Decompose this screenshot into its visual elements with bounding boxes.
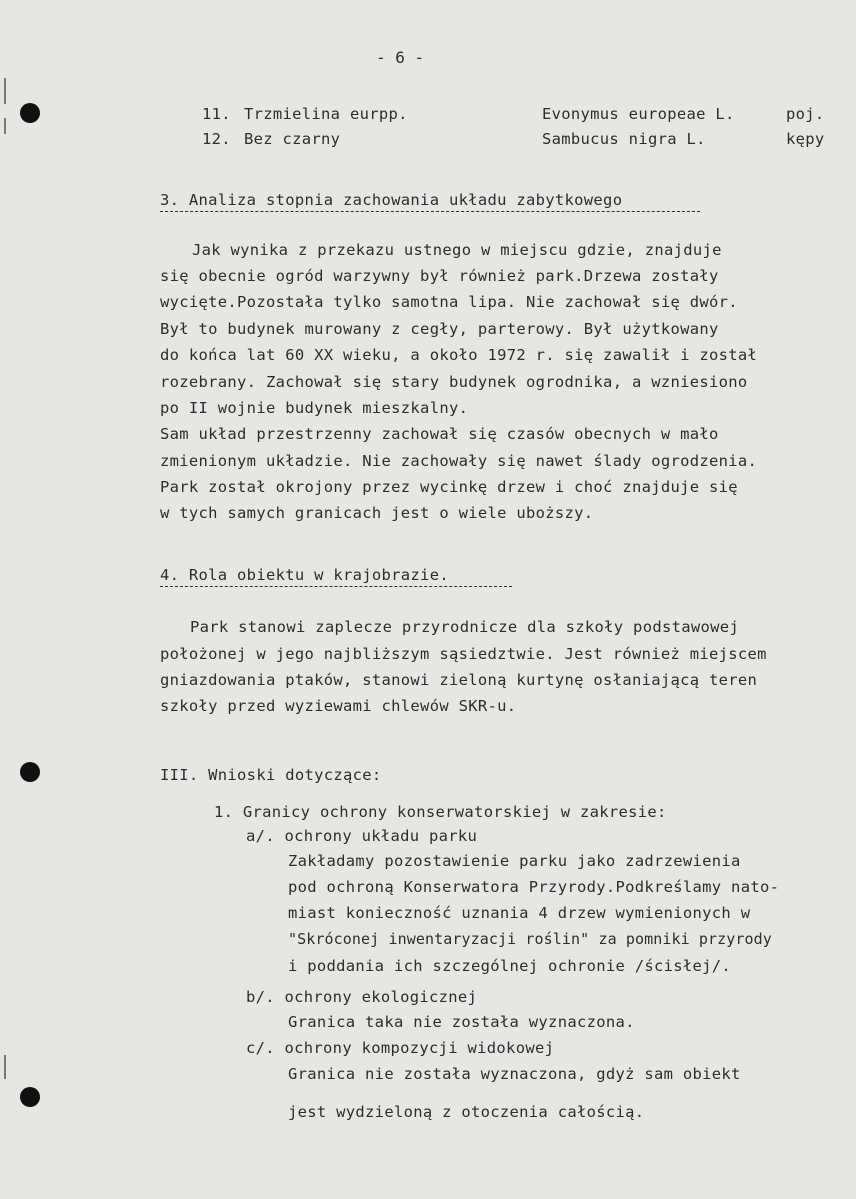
body-line: po II wojnie budynek mieszkalny.	[160, 399, 469, 417]
body-line: szkoły przed wyziewami chlewów SKR-u.	[160, 697, 517, 715]
body-line: i poddania ich szczególnej ochronie /ścisłej/.	[288, 957, 732, 975]
body-line: miast konieczność uznania 4 drzew wymienionych w	[288, 904, 751, 922]
plant-name-pl: Bez czarny	[244, 130, 341, 148]
body-line: się obecnie ogród warzywny był również park.Drzewa zostały	[160, 267, 719, 285]
body-line: "Skróconej inwentaryzacji roślin" za pomniki przyrody	[288, 930, 772, 948]
body-line: Sam układ przestrzenny zachował się czasów obecnych w mało	[160, 425, 719, 443]
body-line: w tych samych granicach jest o wiele uboższy.	[160, 504, 594, 522]
body-line: gniazdowania ptaków, stanowi zieloną kurtynę osłaniającą teren	[160, 671, 758, 689]
binder-hole-middle	[20, 762, 40, 782]
body-line: jest wydzieloną z otoczenia całością.	[288, 1103, 645, 1121]
edge-mark	[4, 118, 6, 134]
plant-num: 12.	[202, 130, 231, 148]
subitem-a-label: a/. ochrony układu parku	[246, 827, 478, 845]
subitem-c-label: c/. ochrony kompozycji widokowej	[246, 1039, 555, 1057]
plant-name-lat: Evonymus europeae L.	[542, 105, 735, 123]
conclusion-item-1: 1. Granicy ochrony konserwatorskiej w zakresie:	[214, 803, 667, 821]
binder-hole-top	[20, 103, 40, 123]
subitem-b-label: b/. ochrony ekologicznej	[246, 988, 478, 1006]
body-line: Granica taka nie została wyznaczona.	[288, 1013, 635, 1031]
page-number: - 6 -	[376, 48, 425, 67]
section-iii-heading: III. Wnioski dotyczące:	[160, 766, 382, 784]
body-line: pod ochroną Konserwatora Przyrody.Podkreślamy nato-	[288, 878, 780, 896]
plant-qty: kępy	[786, 130, 825, 148]
body-line: zmienionym układzie. Nie zachowały się nawet ślady ogrodzenia.	[160, 452, 758, 470]
body-line: Park stanowi zaplecze przyrodnicze dla szkoły podstawowej	[190, 618, 740, 636]
binder-hole-bottom	[20, 1087, 40, 1107]
section-4-heading: 4. Rola obiektu w krajobrazie.	[160, 565, 512, 587]
body-line: wycięte.Pozostała tylko samotna lipa. Nie zachował się dwór.	[160, 293, 738, 311]
body-line: do końca lat 60 XX wieku, a około 1972 r. się zawalił i został	[160, 346, 758, 364]
plant-name-lat: Sambucus nigra L.	[542, 130, 706, 148]
body-line: Park został okrojony przez wycinkę drzew i choć znajduje się	[160, 478, 738, 496]
body-line: Jak wynika z przekazu ustnego w miejscu gdzie, znajduje	[192, 241, 722, 259]
plant-name-pl: Trzmielina eurpp.	[244, 105, 408, 123]
edge-mark	[4, 1055, 6, 1079]
body-line: Był to budynek murowany z cegły, parterowy. Był użytkowany	[160, 320, 719, 338]
body-line: Zakładamy pozostawienie parku jako zadrzewienia	[288, 852, 741, 870]
body-line: położonej w jego najbliższym sąsiedztwie. Jest również miejscem	[160, 645, 767, 663]
body-line: rozebrany. Zachował się stary budynek ogrodnika, a wzniesiono	[160, 373, 748, 391]
section-3-heading: 3. Analiza stopnia zachowania układu zabytkowego	[160, 190, 700, 212]
plant-qty: poj.	[786, 105, 825, 123]
body-line: Granica nie została wyznaczona, gdyż sam obiekt	[288, 1065, 741, 1083]
plant-num: 11.	[202, 105, 231, 123]
edge-mark	[4, 78, 6, 104]
